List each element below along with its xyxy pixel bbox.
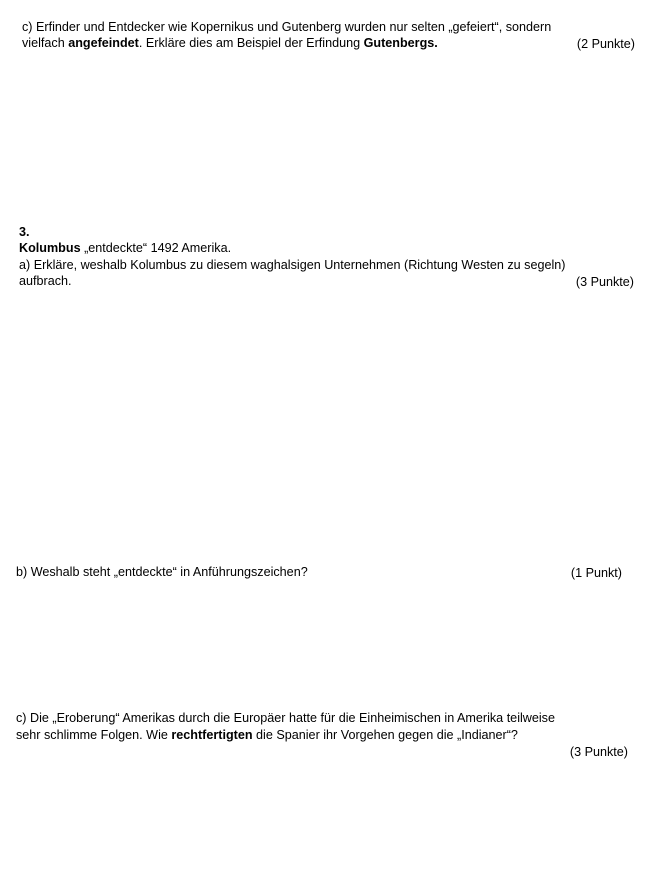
task-3b-points: (1 Punkt) bbox=[570, 566, 622, 580]
section-title bbox=[19, 241, 231, 256]
task-c1-points: (2 Punkte) bbox=[576, 37, 635, 51]
task-3b-line: b) Weshalb steht „entdeckte“ in Anführungszeichen? bbox=[16, 565, 308, 579]
task-3a-line2: aufbrach. bbox=[19, 274, 72, 288]
task-c1-keyword-gutenbergs: Gutenbergs. bbox=[363, 36, 438, 50]
task-3c-keyword-rechtfertigten: rechtfertigten bbox=[171, 728, 253, 742]
task-3c-points: (3 Punkte) bbox=[569, 745, 628, 759]
task-c1-line2 bbox=[22, 36, 438, 51]
task-c1-line1: c) Erfinder und Entdecker wie Kopernikus und Gutenberg wurden nur selten „gefeiert“, sondern bbox=[22, 20, 552, 34]
section-title-bold: Kolumbus bbox=[19, 241, 81, 255]
task-c1-line2-text-b: . Erkläre dies am Beispiel der Erfindung bbox=[138, 36, 364, 50]
task-c1-keyword-angefeindet: angefeindet bbox=[68, 36, 139, 50]
task-3a-line1: a) Erkläre, weshalb Kolumbus zu diesem waghalsigen Unternehmen (Richtung Westen zu segeln) bbox=[19, 258, 566, 272]
task-3c-line2-text-b: die Spanier ihr Vorgehen gegen die „Indianer“? bbox=[252, 728, 518, 742]
task-3c-line1: c) Die „Eroberung“ Amerikas durch die Europäer hatte für die Einheimischen in Amerika teilweise bbox=[16, 711, 555, 725]
section-title-rest: „entdeckte“ 1492 Amerika. bbox=[80, 241, 232, 255]
task-c1-line2-text-a: vielfach bbox=[22, 36, 69, 50]
task-3c-line2-text-a: sehr schlimme Folgen. Wie bbox=[16, 728, 172, 742]
section-number: 3. bbox=[19, 225, 30, 239]
task-3c-line2 bbox=[16, 728, 518, 743]
task-3a-points: (3 Punkte) bbox=[575, 275, 634, 289]
